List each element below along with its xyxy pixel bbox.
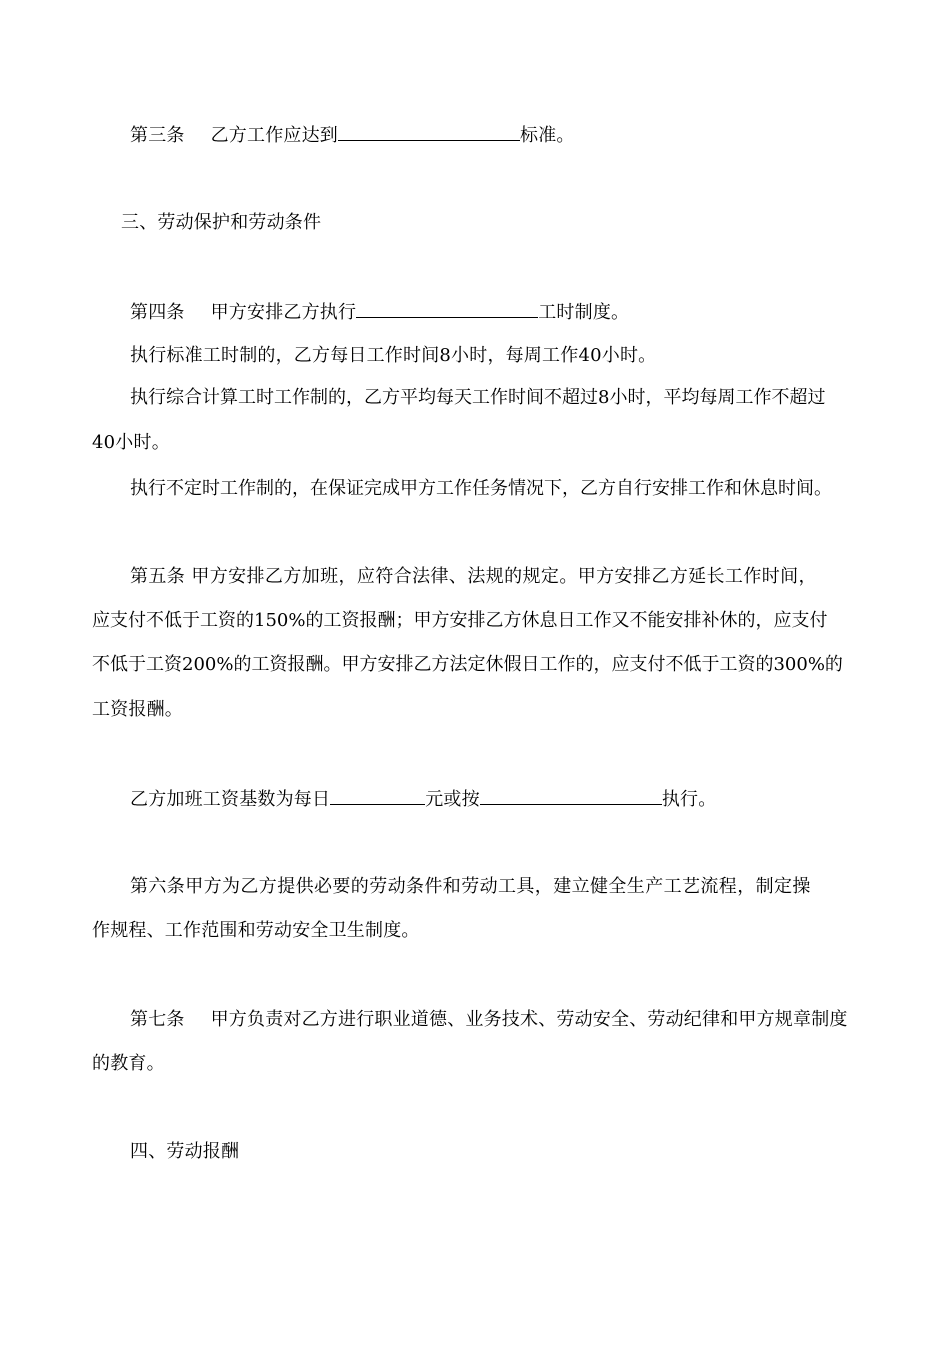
overtime-base-mid: 元或按 (425, 789, 480, 810)
article-6-line-2: 作规程、工作范围和劳动安全卫生制度。 (92, 920, 420, 941)
article-4-label: 第四条 (130, 302, 185, 323)
article-7-line-1 (130, 1009, 848, 1031)
article-4 (130, 300, 629, 324)
article-3-suffix: 标准。 (520, 125, 575, 146)
article-4-para-1: 执行标准工时制的，乙方每日工作时间8小时，每周工作40小时。 (130, 345, 657, 366)
overtime-daily-amount-blank[interactable] (330, 787, 425, 805)
article-4-para-2-line-1: 执行综合计算工时工作制的，乙方平均每天工作时间不超过8小时，平均每周工作不超过 (130, 387, 826, 408)
overtime-base-suffix: 执行。 (661, 789, 717, 810)
article-3 (130, 123, 575, 147)
article-5-line-2: 应支付不低于工资的150%的工资报酬；甲方安排乙方休息日工作又不能安排补休的，应支付 (92, 610, 828, 631)
article-3-blank[interactable] (338, 123, 520, 141)
article-5-line-4: 工资报酬。 (92, 699, 183, 720)
overtime-base-text: 乙方加班工资基数为每日 (130, 789, 331, 810)
article-7-label: 第七条 (130, 1009, 185, 1030)
article-3-label: 第三条 (130, 125, 185, 146)
article-4-blank[interactable] (356, 300, 538, 318)
section-4-heading: 四、劳动报酬 (130, 1141, 240, 1162)
article-5-line-3: 不低于工资200%的工资报酬。甲方安排乙方法定休假日工作的，应支付不低于工资的300%的 (92, 654, 843, 675)
article-4-para-3: 执行不定时工作制的，在保证完成甲方工作任务情况下，乙方自行安排工作和休息时间。 (130, 478, 832, 499)
article-4-para-2-line-2: 40小时。 (92, 432, 170, 453)
overtime-base (130, 787, 716, 811)
overtime-basis-blank[interactable] (480, 787, 662, 805)
article-7-line-2: 的教育。 (92, 1053, 165, 1074)
article-3-text: 乙方工作应达到 (210, 125, 339, 146)
article-7-text: 甲方负责对乙方进行职业道德、业务技术、劳动安全、劳动纪律和甲方规章制度 (210, 1009, 848, 1030)
article-4-suffix: 工时制度。 (538, 302, 630, 323)
section-3-heading: 三、劳动保护和劳动条件 (121, 212, 322, 233)
article-6-line-1: 第六条甲方为乙方提供必要的劳动条件和劳动工具，建立健全生产工艺流程，制定操 (130, 876, 811, 897)
article-5-line-1: 第五条 甲方安排乙方加班，应符合法律、法规的规定。甲方安排乙方延长工作时间， (130, 566, 817, 587)
article-4-text: 甲方安排乙方执行 (210, 302, 357, 323)
